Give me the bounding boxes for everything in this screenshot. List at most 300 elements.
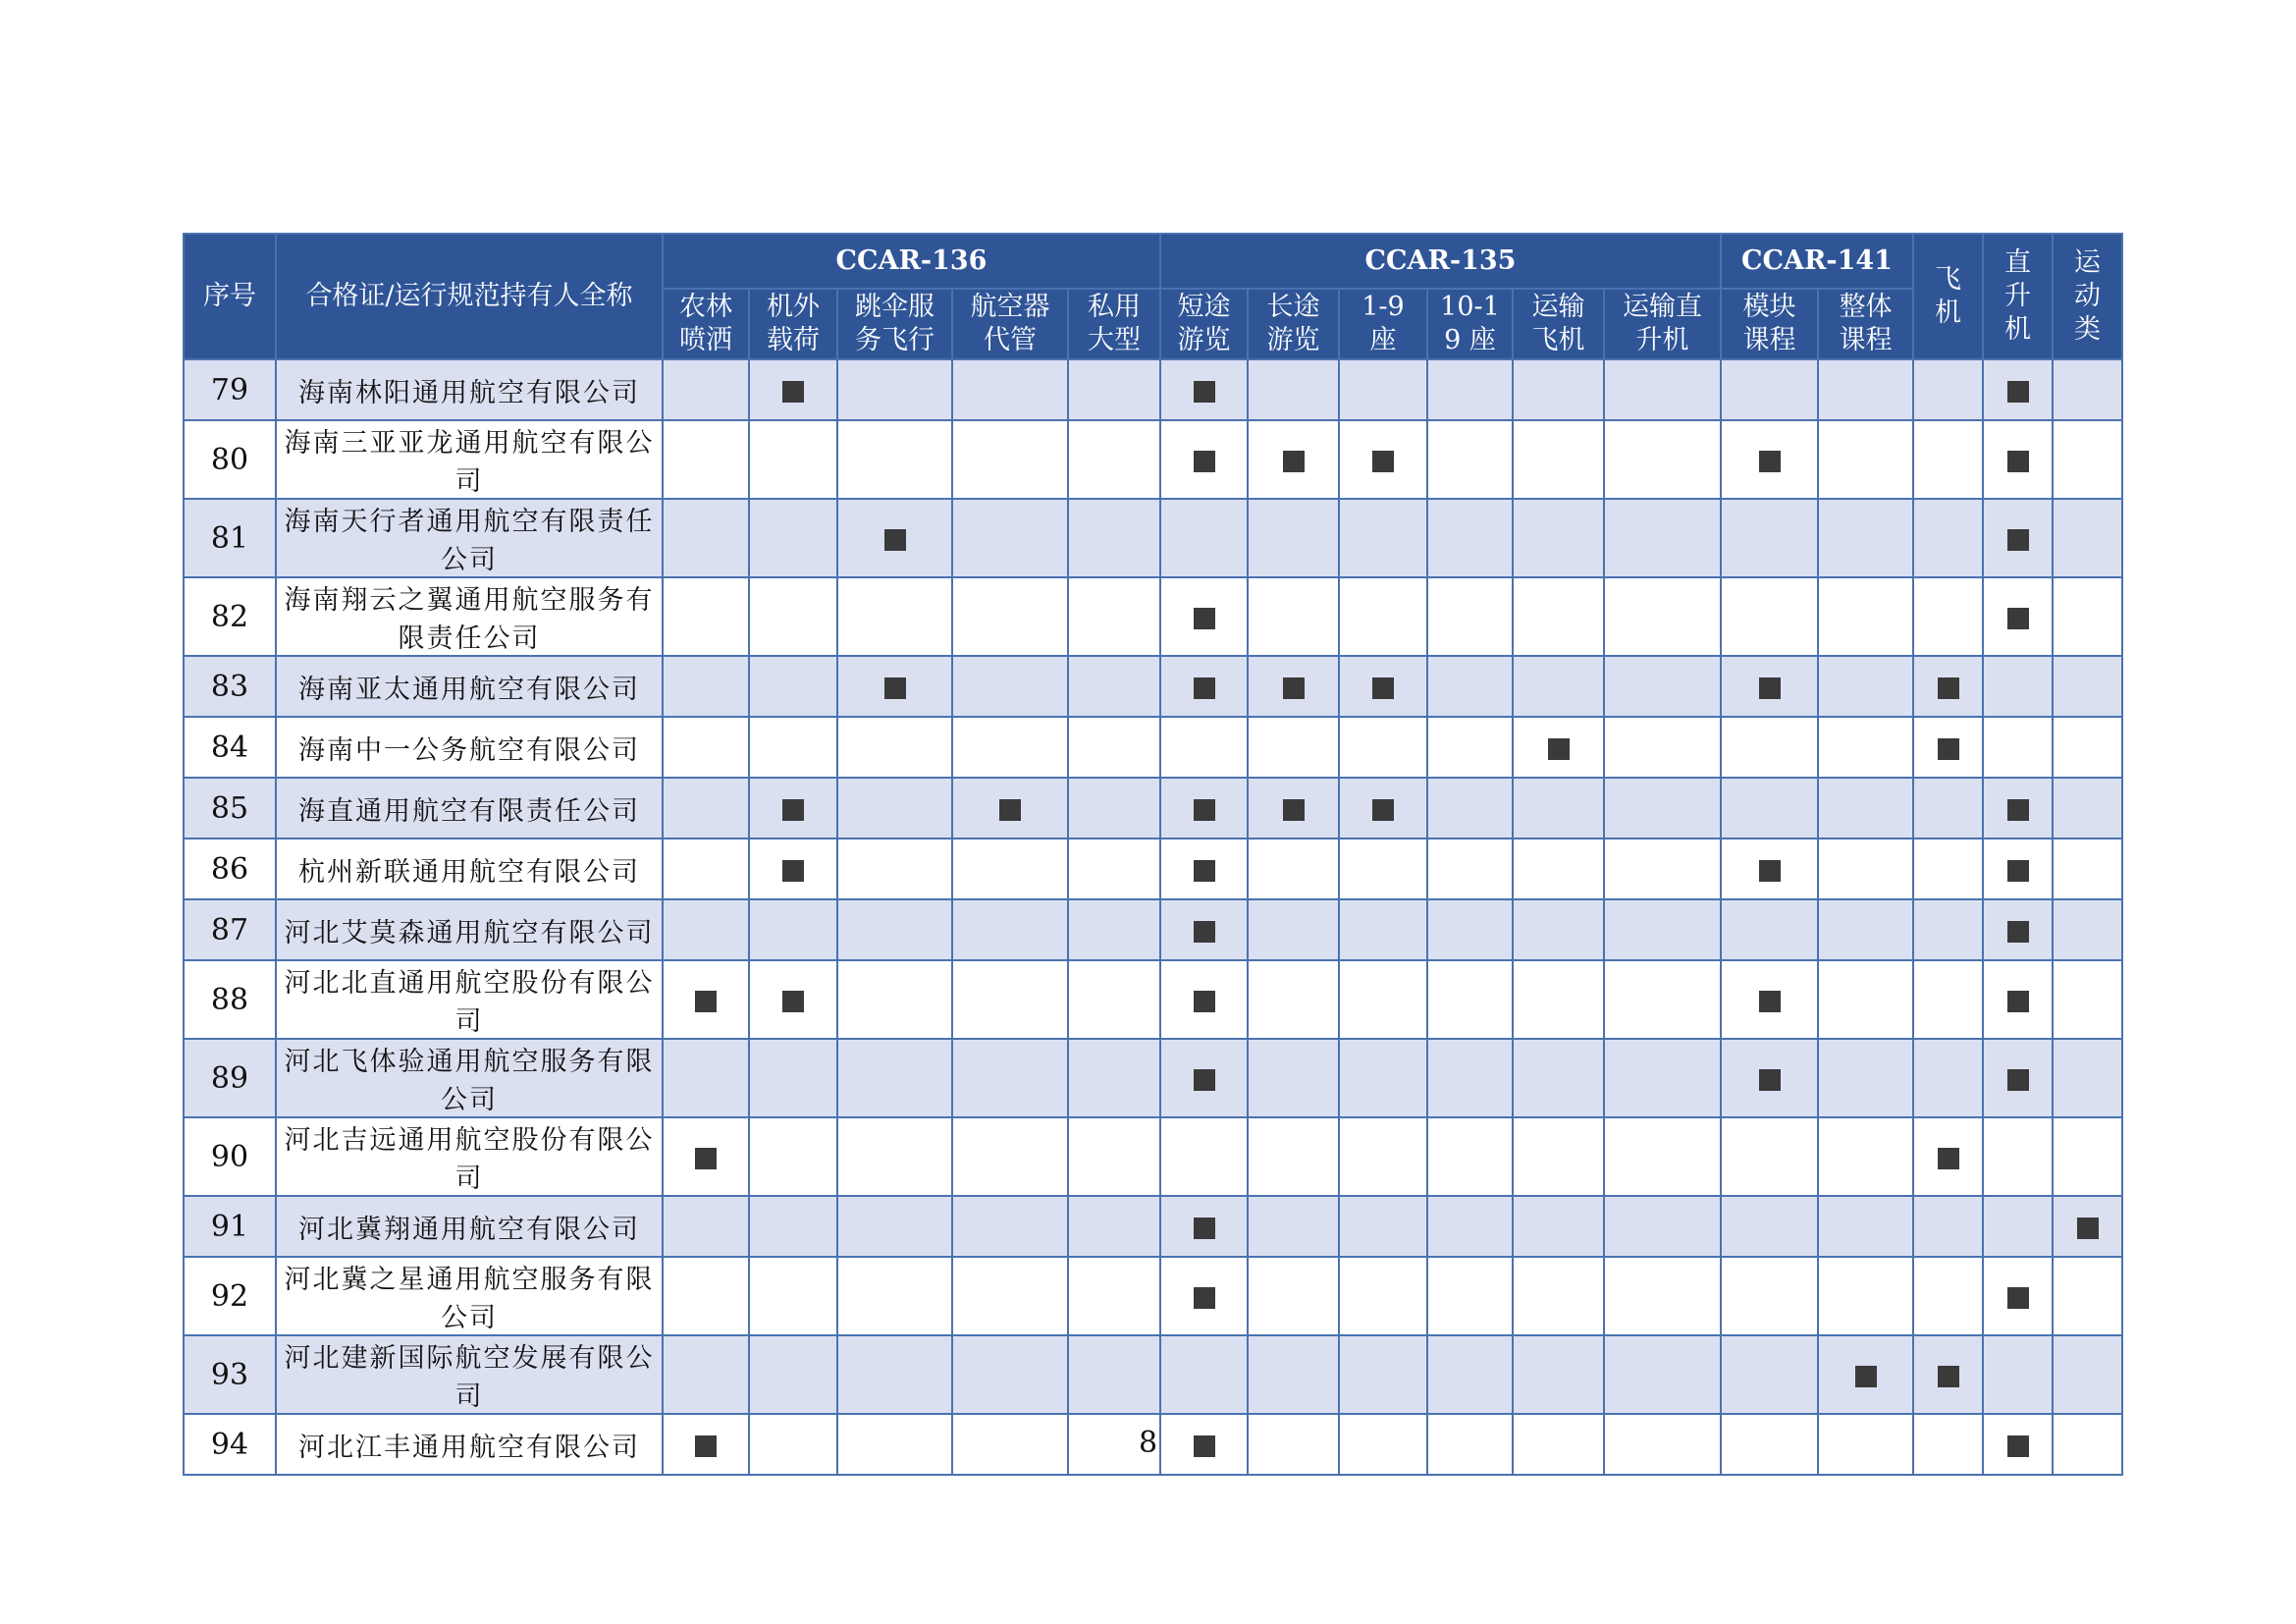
scope-cell [1721,1257,1818,1335]
filled-square-icon [1759,677,1781,699]
scope-cell [952,499,1068,577]
header-col-agri-spraying [663,289,749,359]
table-row [184,420,2122,499]
scope-cell [749,1117,837,1196]
filled-square-icon [2007,799,2029,821]
page-number: 8 [1138,1426,1158,1460]
scope-cell [1339,499,1427,577]
scope-cell [1604,778,1721,839]
header-col-line: 载荷 [767,325,820,355]
scope-cell [1818,1335,1913,1414]
company-name: 河北冀翔通用航空有限公司 [276,1196,663,1257]
row-number: 89 [184,1039,276,1117]
scope-cell [837,1335,952,1414]
scope-cell [837,1117,952,1196]
company-name: 海南翔云之翼通用航空服务有限责任公司 [276,577,663,656]
filled-square-icon [999,799,1021,821]
scope-cell [952,1257,1068,1335]
scope-cell [663,359,749,420]
scope-cell [1160,1335,1248,1414]
filled-square-icon [884,529,906,551]
scope-cell [1913,499,1983,577]
scope-cell [1721,656,1818,717]
scope-cell [1248,359,1339,420]
scope-cell [1983,359,2053,420]
scope-cell [1427,1039,1513,1117]
scope-cell [2053,420,2122,499]
header-col-line: 直 [2004,247,2031,278]
scope-cell [1721,1196,1818,1257]
scope-cell [1818,899,1913,960]
scope-cell [1160,717,1248,778]
header-col-line: 农林 [679,292,732,322]
table-row [184,899,2122,960]
company-name: 河北艾莫森通用航空有限公司 [276,899,663,960]
company-name: 海南天行者通用航空有限责任公司 [276,499,663,577]
header-col-transport-helicopter [1604,289,1721,359]
scope-cell [1913,420,1983,499]
table-row [184,778,2122,839]
scope-cell [1913,717,1983,778]
scope-cell [1721,899,1818,960]
filled-square-icon [1194,1218,1215,1239]
header-col-module-course [1721,289,1818,359]
scope-cell [1604,839,1721,899]
header-col-line: 运 [2074,247,2101,278]
scope-cell [1604,1257,1721,1335]
scope-cell [1068,1257,1160,1335]
scope-cell [1604,499,1721,577]
header-col-10-19-seats [1427,289,1513,359]
header-col-line: 运输直 [1623,292,1702,322]
scope-cell [837,499,952,577]
scope-cell [837,577,952,656]
scope-cell [837,656,952,717]
scope-cell [1818,499,1913,577]
scope-cell [663,960,749,1039]
filled-square-icon [1759,451,1781,472]
scope-cell [1068,778,1160,839]
scope-cell [952,717,1068,778]
scope-cell [1721,359,1818,420]
scope-cell [1913,960,1983,1039]
certificate-table [183,233,2123,1476]
scope-cell [1248,839,1339,899]
table-row [184,1039,2122,1117]
filled-square-icon [1759,991,1781,1012]
scope-cell [837,1196,952,1257]
scope-cell [1513,1196,1604,1257]
scope-cell [1983,1117,2053,1196]
table-row [184,499,2122,577]
scope-cell [663,899,749,960]
header-name: 合格证/运行规范持有人全称 [276,234,663,359]
row-number: 82 [184,577,276,656]
scope-cell [1248,420,1339,499]
header-col-line: 飞 [1935,264,1961,295]
scope-cell [1068,960,1160,1039]
scope-cell [1248,778,1339,839]
scope-cell [1068,1335,1160,1414]
scope-cell [1427,1117,1513,1196]
header-col-line: 游览 [1266,325,1320,355]
filled-square-icon [1759,1069,1781,1091]
scope-cell [1248,1257,1339,1335]
scope-cell [1160,778,1248,839]
scope-cell [1818,1117,1913,1196]
scope-cell [1604,1196,1721,1257]
header-group-ccar136: CCAR-136 [663,234,1160,289]
scope-cell [1068,1117,1160,1196]
scope-cell [952,577,1068,656]
scope-cell [749,1196,837,1257]
scope-cell [1818,1039,1913,1117]
header-col-line: 跳伞服 [855,292,934,322]
scope-cell [2053,778,2122,839]
scope-cell [837,717,952,778]
scope-cell [1160,359,1248,420]
scope-cell [663,577,749,656]
filled-square-icon [695,991,717,1012]
company-name: 海南亚太通用航空有限公司 [276,656,663,717]
header-col-aircraft-custody [952,289,1068,359]
company-name: 河北江丰通用航空有限公司 [276,1414,663,1475]
scope-cell [1983,1196,2053,1257]
scope-cell [1339,960,1427,1039]
scope-cell [1339,778,1427,839]
scope-cell [1160,899,1248,960]
header-col-line: 飞机 [1531,325,1585,355]
scope-cell [1604,1117,1721,1196]
scope-cell [1721,420,1818,499]
scope-cell [1721,960,1818,1039]
company-name: 海南林阳通用航空有限公司 [276,359,663,420]
filled-square-icon [1855,1366,1877,1387]
scope-cell [2053,1335,2122,1414]
scope-cell [952,1039,1068,1117]
row-number: 81 [184,499,276,577]
scope-cell [1248,717,1339,778]
filled-square-icon [1548,738,1570,760]
scope-cell [749,899,837,960]
scope-cell [952,960,1068,1039]
scope-cell [1913,839,1983,899]
header-seq: 序号 [184,234,276,359]
scope-cell [749,420,837,499]
scope-cell [1427,359,1513,420]
scope-cell [1160,960,1248,1039]
filled-square-icon [2007,991,2029,1012]
scope-cell [1339,577,1427,656]
scope-cell [749,839,837,899]
filled-square-icon [1283,799,1305,821]
filled-square-icon [1194,799,1215,821]
scope-cell [1983,499,2053,577]
scope-cell [749,717,837,778]
scope-cell [1248,899,1339,960]
table-row [184,1335,2122,1414]
table-row [184,359,2122,420]
scope-cell [1513,1257,1604,1335]
row-number: 86 [184,839,276,899]
scope-cell [1983,656,2053,717]
filled-square-icon [782,991,804,1012]
scope-cell [663,1117,749,1196]
scope-cell [952,1335,1068,1414]
scope-cell [1248,1335,1339,1414]
header-col-line: 座 [1369,325,1397,355]
scope-cell [1721,839,1818,899]
row-number: 87 [184,899,276,960]
filled-square-icon [1194,608,1215,629]
scope-cell [2053,1196,2122,1257]
scope-cell [1427,420,1513,499]
scope-cell [1913,1196,1983,1257]
scope-cell [1913,1257,1983,1335]
company-name: 海南三亚亚龙通用航空有限公司 [276,420,663,499]
scope-cell [1604,1039,1721,1117]
table-row [184,656,2122,717]
scope-cell [952,359,1068,420]
scope-cell [1818,577,1913,656]
scope-cell [749,1257,837,1335]
header-col-line: 航空器 [970,292,1050,322]
filled-square-icon [1372,799,1394,821]
scope-cell [1913,778,1983,839]
header-col-line: 升 [2004,281,2031,311]
filled-square-icon [884,677,906,699]
scope-cell [1068,839,1160,899]
scope-cell [2053,359,2122,420]
scope-cell [1160,839,1248,899]
scope-cell [1721,499,1818,577]
scope-cell [1983,960,2053,1039]
scope-cell [1068,1196,1160,1257]
row-number: 84 [184,717,276,778]
table-row [184,1196,2122,1257]
scope-cell [1913,1117,1983,1196]
scope-cell [1983,717,2053,778]
header-col-helicopter [1983,234,2053,359]
scope-cell [1339,1257,1427,1335]
scope-cell [1339,717,1427,778]
row-number: 91 [184,1196,276,1257]
scope-cell [1339,899,1427,960]
scope-cell [1513,656,1604,717]
header-col-line: 类 [2074,314,2101,345]
filled-square-icon [2007,860,2029,882]
filled-square-icon [1372,677,1394,699]
scope-cell [837,899,952,960]
header-col-1-9-seats [1339,289,1427,359]
header-group-ccar135: CCAR-135 [1160,234,1721,289]
table-row [184,1117,2122,1196]
scope-cell [1068,499,1160,577]
scope-cell [1913,899,1983,960]
scope-cell [837,359,952,420]
scope-cell [952,839,1068,899]
scope-cell [837,420,952,499]
header-col-line: 喷洒 [679,325,732,355]
scope-cell [663,499,749,577]
table-row [184,1257,2122,1335]
scope-cell [1604,960,1721,1039]
row-number: 94 [184,1414,276,1475]
scope-cell [1913,577,1983,656]
scope-cell [1160,656,1248,717]
company-name: 河北建新国际航空发展有限公司 [276,1335,663,1414]
scope-cell [1983,1257,2053,1335]
scope-cell [1913,359,1983,420]
scope-cell [749,1335,837,1414]
filled-square-icon [1194,677,1215,699]
scope-cell [1248,656,1339,717]
filled-square-icon [2007,921,2029,943]
filled-square-icon [2007,381,2029,403]
scope-cell [1604,359,1721,420]
scope-cell [1427,577,1513,656]
filled-square-icon [1194,1287,1215,1309]
scope-cell [663,656,749,717]
row-number: 90 [184,1117,276,1196]
scope-cell [1339,1039,1427,1117]
filled-square-icon [2007,529,2029,551]
scope-cell [1513,839,1604,899]
scope-cell [1513,899,1604,960]
scope-cell [1818,1257,1913,1335]
scope-cell [1427,717,1513,778]
header-col-parachute-service [837,289,952,359]
scope-cell [663,1335,749,1414]
filled-square-icon [782,381,804,403]
scope-cell [1339,420,1427,499]
row-number: 85 [184,778,276,839]
filled-square-icon [1372,451,1394,472]
header-col-line: 长途 [1266,292,1320,322]
header-col-airplane [1913,234,1983,359]
header-col-line: 整体 [1839,292,1893,322]
filled-square-icon [1938,677,1959,699]
scope-cell [1818,420,1913,499]
scope-cell [749,1039,837,1117]
scope-cell [1513,960,1604,1039]
row-number: 92 [184,1257,276,1335]
filled-square-icon [1938,738,1959,760]
header-col-line: 9 座 [1444,325,1496,355]
scope-cell [1721,1335,1818,1414]
row-number: 93 [184,1335,276,1414]
scope-cell [1721,778,1818,839]
scope-cell [1983,1335,2053,1414]
scope-cell [749,499,837,577]
scope-cell [1721,1117,1818,1196]
scope-cell [1983,577,2053,656]
filled-square-icon [1194,381,1215,403]
scope-cell [1248,499,1339,577]
scope-cell [2053,899,2122,960]
table-row [184,717,2122,778]
company-name: 河北冀之星通用航空服务有限公司 [276,1257,663,1335]
scope-cell [2053,499,2122,577]
scope-cell [663,1196,749,1257]
scope-cell [1983,899,2053,960]
scope-cell [837,960,952,1039]
scope-cell [1513,717,1604,778]
scope-cell [1604,656,1721,717]
header-col-line: 课程 [1742,325,1796,355]
scope-cell [1160,1257,1248,1335]
scope-cell [1818,1196,1913,1257]
scope-cell [2053,960,2122,1039]
header-col-line: 动 [2074,281,2101,311]
row-number: 83 [184,656,276,717]
scope-cell [952,778,1068,839]
table-row [184,960,2122,1039]
header-col-line: 务飞行 [855,325,934,355]
filled-square-icon [1194,991,1215,1012]
scope-cell [952,420,1068,499]
company-name: 河北北直通用航空股份有限公司 [276,960,663,1039]
scope-cell [663,778,749,839]
scope-cell [1160,499,1248,577]
scope-cell [1068,1039,1160,1117]
scope-cell [1913,656,1983,717]
filled-square-icon [2007,1287,2029,1309]
scope-cell [1068,899,1160,960]
scope-cell [1339,656,1427,717]
filled-square-icon [782,799,804,821]
header-col-line: 机外 [767,292,820,322]
scope-cell [1513,1335,1604,1414]
table-body [184,359,2122,1475]
scope-cell [1160,420,1248,499]
row-number: 88 [184,960,276,1039]
scope-cell [952,1196,1068,1257]
scope-cell [1160,1117,1248,1196]
filled-square-icon [1938,1366,1959,1387]
header-group-ccar141: CCAR-141 [1721,234,1913,289]
filled-square-icon [1759,860,1781,882]
scope-cell [1604,1335,1721,1414]
scope-cell [1983,1039,2053,1117]
scope-cell [663,1039,749,1117]
scope-cell [1913,1335,1983,1414]
scope-cell [1983,420,2053,499]
company-name: 海直通用航空有限责任公司 [276,778,663,839]
scope-cell [2053,717,2122,778]
scope-cell [663,420,749,499]
row-number: 80 [184,420,276,499]
scope-cell [1068,656,1160,717]
filled-square-icon [2077,1218,2099,1239]
filled-square-icon [1194,451,1215,472]
scope-cell [1513,1039,1604,1117]
scope-cell [1604,899,1721,960]
scope-cell [2053,1039,2122,1117]
scope-cell [1427,960,1513,1039]
scope-cell [1248,1039,1339,1117]
scope-cell [1068,420,1160,499]
filled-square-icon [1194,860,1215,882]
scope-cell [1721,577,1818,656]
scope-cell [1248,960,1339,1039]
company-name: 海南中一公务航空有限公司 [276,717,663,778]
header-col-line: 大型 [1088,325,1141,355]
scope-cell [1604,717,1721,778]
scope-cell [1339,359,1427,420]
scope-cell [1427,1196,1513,1257]
scope-cell [1818,839,1913,899]
